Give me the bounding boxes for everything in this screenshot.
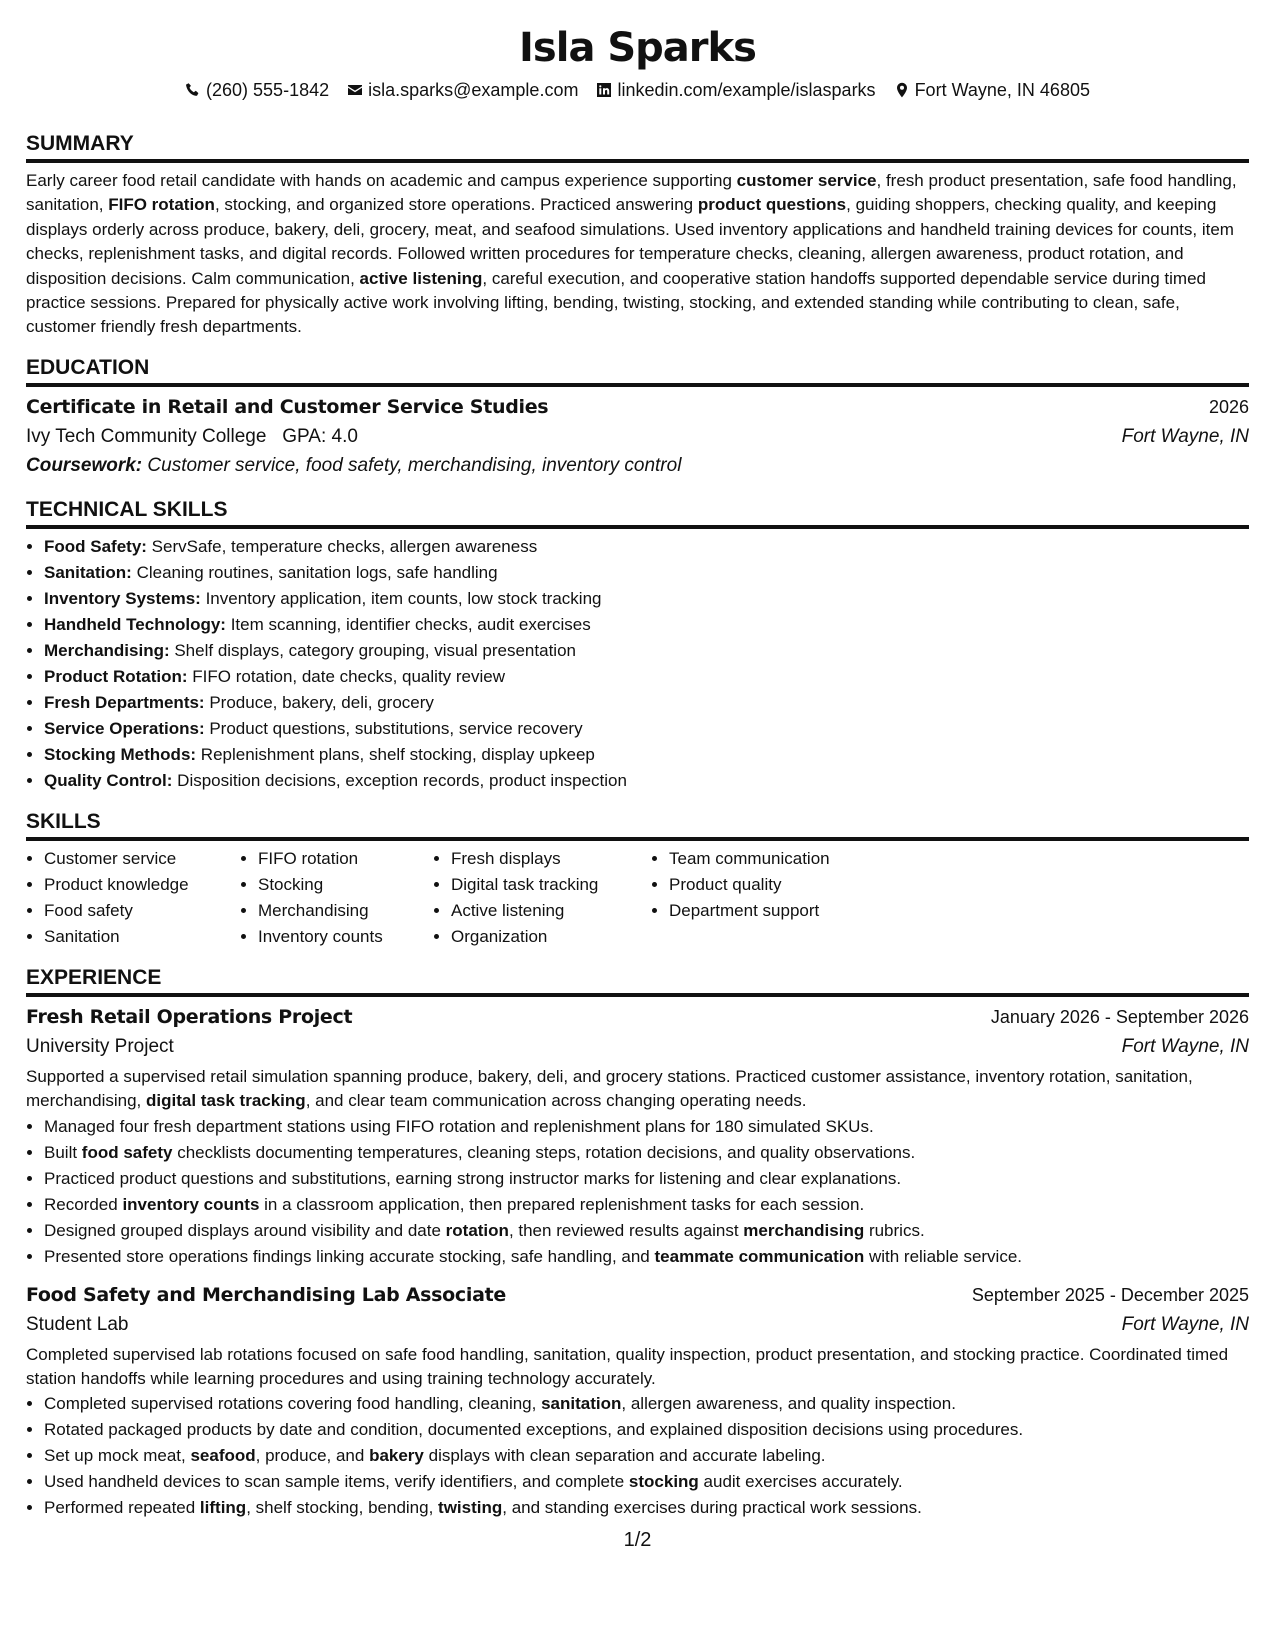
emphasized-text: product questions	[697, 195, 847, 215]
text-run: , guiding shoppers, checking quality, and keeping displays orderly across produce, bakery, deli, grocery, meat, and seafood simulations. Used inventory applications and handheld training devices for counts, item checks, replenishment tasks, and digital records. Followed written procedures for temperature checks, cleaning, allergen awareness, product rotation, and disposition decisions. Calm communication,	[26, 195, 1234, 288]
coursework-text: Customer service, food safety, merchandising, inventory control	[147, 454, 682, 476]
job-bullet	[44, 1218, 1249, 1244]
summary-section	[26, 130, 1249, 340]
job-summary	[26, 1343, 1249, 1392]
technical-skill-text: Disposition decisions, exception records, product inspection	[172, 770, 627, 790]
contact-email[interactable]	[347, 78, 578, 102]
emphasized-text: digital task tracking	[146, 1091, 306, 1111]
text-run: Built	[44, 1142, 82, 1162]
emphasized-text: sanitation	[541, 1394, 622, 1414]
technical-skill-text: Cleaning routines, sanitation logs, safe handling	[131, 562, 498, 582]
contact-location-text: Fort Wayne, IN 46805	[914, 80, 1090, 100]
text-run: Designed grouped displays around visibility and date	[44, 1220, 446, 1240]
technical-skill-item	[44, 534, 1249, 560]
envelope-icon	[347, 82, 363, 98]
text-run: checklists documenting temperatures, cleaning steps, rotation decisions, and quality observations.	[172, 1142, 916, 1162]
text-run: Performed repeated	[44, 1498, 200, 1518]
coursework-line	[26, 451, 1249, 480]
contact-phone[interactable]	[185, 78, 329, 102]
experience-header	[26, 1002, 1249, 1032]
technical-skill-label: Service Operations:	[44, 718, 205, 738]
emphasized-text: merchandising	[743, 1220, 865, 1240]
technical-skill-label: Product Rotation:	[44, 666, 188, 686]
job-bullet	[44, 1192, 1249, 1218]
text-run: Recorded	[44, 1194, 123, 1214]
technical-skill-text: Product questions, substitutions, service recovery	[204, 718, 583, 738]
technical-skill-text: ServSafe, temperature checks, allergen awareness	[146, 536, 538, 556]
emphasized-text: active listening	[359, 268, 483, 288]
skill-item: • Inventory counts	[258, 924, 433, 950]
text-run: Early career food retail candidate with hands on academic and campus experience supporting	[26, 171, 737, 190]
technical-skill-item	[44, 690, 1249, 716]
emphasized-text: FIFO rotation	[108, 195, 215, 215]
skill-item: • Customer service	[44, 846, 240, 872]
text-run: with reliable service.	[864, 1246, 1023, 1266]
skill-item: • Department support	[669, 898, 889, 924]
text-run: Practiced product questions and substitutions, earning strong instructor marks for listening and clear explanations.	[44, 1168, 902, 1188]
technical-skill-label: Handheld Technology:	[44, 614, 226, 634]
skills-column	[651, 846, 889, 950]
technical-skill-item	[44, 768, 1249, 794]
technical-skill-label: Merchandising:	[44, 640, 170, 660]
skills-column	[240, 846, 433, 950]
education-section	[26, 354, 1249, 480]
school-name: Ivy Tech Community College	[26, 425, 267, 447]
technical-skills-section	[26, 496, 1249, 794]
text-run: , stocking, and organized store operations. Practiced answering	[214, 195, 698, 215]
skill-item: • Team communication	[669, 846, 889, 872]
technical-skill-item	[44, 664, 1249, 690]
gpa: GPA: 4.0	[282, 425, 358, 447]
experience-subheader	[26, 1310, 1249, 1340]
text-run: displays with clean separation and accurate labeling.	[423, 1446, 826, 1466]
skill-item: • Active listening	[451, 898, 651, 924]
technical-skill-text: Item scanning, identifier checks, audit exercises	[225, 614, 591, 634]
skill-item: • Fresh displays	[451, 846, 651, 872]
text-run: Completed supervised rotations covering food handling, cleaning,	[44, 1394, 542, 1414]
experience-header	[26, 1280, 1249, 1310]
school-line	[26, 422, 358, 451]
technical-skill-label: Fresh Departments:	[44, 692, 205, 712]
text-run: , then reviewed results against	[508, 1220, 744, 1240]
emphasized-text: stocking	[628, 1472, 699, 1492]
emphasized-text: customer service	[736, 171, 877, 190]
emphasized-text: teammate communication	[654, 1246, 865, 1266]
technical-skill-text: Replenishment plans, shelf stocking, display upkeep	[196, 744, 595, 764]
emphasized-text: lifting	[199, 1498, 247, 1518]
technical-skill-item	[44, 716, 1249, 742]
skills-grid	[26, 846, 1249, 950]
job-title: Fresh Retail Operations Project	[26, 1005, 353, 1028]
job-bullet	[44, 1244, 1249, 1270]
technical-skill-text: Shelf displays, category grouping, visual presentation	[169, 640, 576, 660]
job-bullet	[44, 1443, 1249, 1469]
school-location: Fort Wayne, IN	[1121, 425, 1249, 447]
contact-linkedin[interactable]	[596, 78, 875, 102]
contact-phone-text: (260) 555-1842	[206, 80, 330, 100]
text-run: , shelf stocking, bending,	[246, 1498, 439, 1518]
skills-column	[26, 846, 240, 950]
experience-heading: EXPERIENCE	[26, 964, 1249, 997]
technical-skill-label: Food Safety:	[44, 536, 147, 556]
education-heading: EDUCATION	[26, 354, 1249, 387]
text-run: Used handheld devices to scan sample items, verify identifiers, and complete	[44, 1472, 629, 1492]
technical-skill-text: FIFO rotation, date checks, quality review	[187, 666, 506, 686]
emphasized-text: inventory counts	[122, 1194, 260, 1214]
technical-skill-item	[44, 612, 1249, 638]
skills-heading: SKILLS	[26, 808, 1249, 841]
technical-skill-item	[44, 560, 1249, 586]
job-dates: January 2026 - September 2026	[990, 1006, 1249, 1027]
candidate-name: Isla Sparks	[519, 25, 756, 71]
text-run: , and clear team communication across changing operating needs.	[305, 1091, 807, 1111]
emphasized-text: seafood	[190, 1446, 256, 1466]
job-bullet	[44, 1469, 1249, 1495]
technical-skill-label: Sanitation:	[44, 562, 132, 582]
skill-item: • Product knowledge	[44, 872, 240, 898]
emphasized-text: twisting	[438, 1498, 503, 1518]
skill-item: • Organization	[451, 924, 651, 950]
experience-entry	[26, 1280, 1249, 1522]
technical-skill-item	[44, 742, 1249, 768]
text-run: Completed supervised lab rotations focused on safe food handling, sanitation, quality inspection, product presentation, and stocking practice. Coordinated timed station handoffs while learning procedures and using training technology accurately.	[26, 1344, 1229, 1389]
job-bullet	[44, 1114, 1249, 1140]
resume-page	[26, 0, 1249, 1521]
job-bullet	[44, 1166, 1249, 1192]
skill-item: • Digital task tracking	[451, 872, 651, 898]
emphasized-text: rotation	[445, 1220, 509, 1240]
text-run: Set up mock meat,	[44, 1446, 191, 1466]
skill-item: • Merchandising	[258, 898, 433, 924]
skills-section	[26, 808, 1249, 950]
skill-item: • Stocking	[258, 872, 433, 898]
job-dates: September 2025 - December 2025	[971, 1284, 1249, 1305]
experience-list	[26, 1002, 1249, 1522]
skill-item: • Food safety	[44, 898, 240, 924]
technical-skill-label: Stocking Methods:	[44, 744, 197, 764]
technical-skills-list	[26, 534, 1249, 794]
technical-skill-label: Quality Control:	[44, 770, 173, 790]
text-run: Managed four fresh department stations using FIFO rotation and replenishment plans for 180 simulated SKUs.	[44, 1116, 874, 1136]
technical-skill-item	[44, 638, 1249, 664]
text-run: rubrics.	[864, 1220, 925, 1240]
job-bullet	[44, 1417, 1249, 1443]
contact-email-text: isla.sparks@example.com	[368, 80, 579, 100]
skill-item: • Sanitation	[44, 924, 240, 950]
job-title: Food Safety and Merchandising Lab Associate	[26, 1283, 506, 1306]
coursework-label: Coursework:	[26, 454, 143, 476]
degree-title: Certificate in Retail and Customer Service Studies	[26, 395, 549, 418]
text-run: , and standing exercises during practical work sessions.	[502, 1498, 922, 1518]
experience-section	[26, 964, 1249, 1522]
text-run: , careful execution, and cooperative station handoffs supported dependable service during timed practice sessions. Prepared for physically active work involving lifting, bending, twisting, stocking, and extended standing while contributing to clean, safe, customer friendly fresh departments.	[26, 268, 1206, 337]
job-organization: Student Lab	[26, 1313, 129, 1335]
skills-column	[433, 846, 651, 950]
text-run: Presented store operations findings linking accurate stocking, safe handling, and	[44, 1246, 655, 1266]
technical-skill-item	[44, 586, 1249, 612]
text-run: , allergen awareness, and quality inspection.	[621, 1394, 956, 1414]
job-bullet	[44, 1495, 1249, 1521]
emphasized-text: food safety	[81, 1142, 173, 1162]
job-location: Fort Wayne, IN	[1121, 1313, 1249, 1335]
job-bullets	[26, 1114, 1249, 1270]
map-marker-icon	[894, 82, 910, 98]
page-number: 1/2	[623, 1529, 652, 1551]
job-location: Fort Wayne, IN	[1121, 1035, 1249, 1057]
job-summary	[26, 1065, 1249, 1114]
skill-item: • FIFO rotation	[258, 846, 433, 872]
phone-icon	[185, 82, 201, 98]
text-run: , fresh product presentation, safe food handling, sanitation,	[26, 171, 1237, 215]
experience-subheader	[26, 1032, 1249, 1062]
contact-linkedin-text: linkedin.com/example/islasparks	[617, 80, 876, 100]
experience-entry	[26, 1002, 1249, 1270]
linkedin-icon	[596, 82, 612, 98]
technical-skill-text: Produce, bakery, deli, grocery	[204, 692, 434, 712]
technical-skill-label: Inventory Systems:	[44, 588, 201, 608]
job-bullet	[44, 1140, 1249, 1166]
skill-item: • Product quality	[669, 872, 889, 898]
graduation-year: 2026	[1208, 396, 1249, 417]
text-run: , produce, and	[255, 1446, 370, 1466]
contact-location	[894, 78, 1090, 102]
text-run: Supported a supervised retail simulation spanning produce, bakery, deli, and grocery stations. Practiced customer assistance, inventory rotation, sanitation, merchandising,	[26, 1066, 1193, 1111]
text-run: in a classroom application, then prepared replenishment tasks for each session.	[259, 1194, 865, 1214]
job-bullets	[26, 1391, 1249, 1521]
summary-heading: SUMMARY	[26, 130, 1249, 163]
technical-skill-text: Inventory application, item counts, low stock tracking	[200, 588, 602, 608]
contact-bar	[26, 78, 1249, 102]
technical-skills-heading: TECHNICAL SKILLS	[26, 496, 1249, 529]
text-run: audit exercises accurately.	[698, 1472, 903, 1492]
job-organization: University Project	[26, 1035, 174, 1057]
job-bullet	[44, 1391, 1249, 1417]
text-run: Rotated packaged products by date and condition, documented exceptions, and explained disposition decisions using procedures.	[44, 1420, 1024, 1440]
summary-text	[26, 169, 1249, 340]
emphasized-text: bakery	[369, 1446, 424, 1466]
